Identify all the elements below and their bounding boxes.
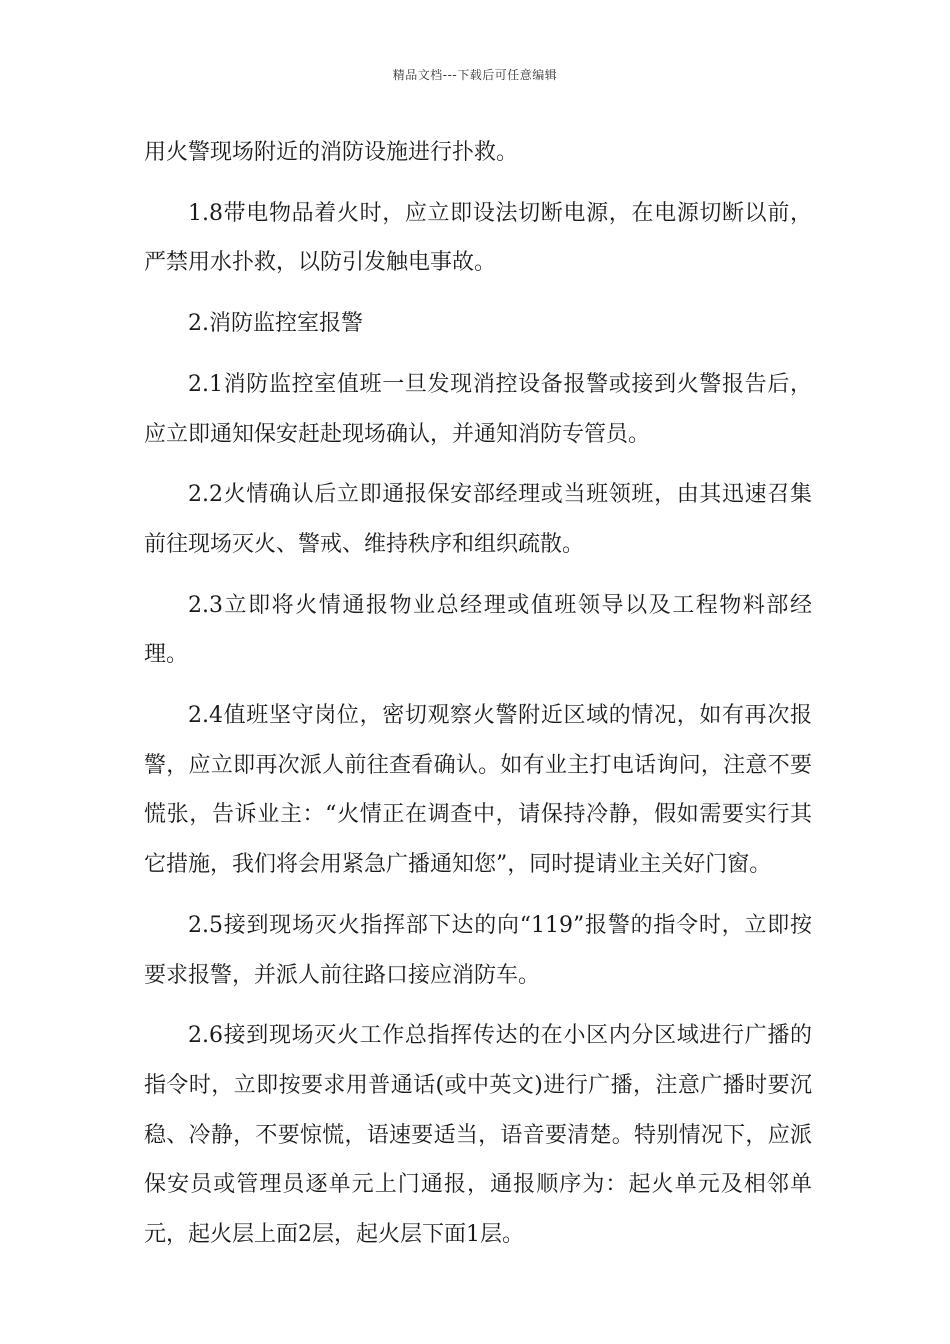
- paragraph-2-2: 2.2火情确认后立即通报保安部经理或当班领班，由其迅速召集前往现场灭火、警戒、维持秩序和组织疏散。: [144, 482, 812, 557]
- document-body: [144, 128, 812, 1271]
- paragraph-2-3: 2.3立即将火情通报物业总经理或值班领导以及工程物料部经理。: [144, 592, 812, 668]
- section-heading-2: 2.消防监控室报警: [188, 311, 363, 337]
- paragraph-2-6: 2.6接到现场灭火工作总指挥传达的在小区内分区域进行广播的指令时，立即按要求用普通话(或中英文)进行广播，注意广播时要沉稳、冷静，不要惊慌，语速要适当，语音要清楚。特别情况下，应派保安员或管理员逐单元上门通报，通报顺序为：起火单元及相邻单元，起火层上面2层，起火层下面1层。: [144, 1023, 812, 1248]
- paragraph-2-1: 2.1消防监控室值班一旦发现消控设备报警或接到火警报告后，应立即通知保安赶赴现场确认，并通知消防专管员。: [144, 371, 812, 447]
- paragraph-2-4: 2.4值班坚守岗位，密切观察火警附近区域的情况，如有再次报警，应立即再次派人前往查看确认。如有业主打电话询问，注意不要慌张，告诉业主：“火情正在调查中，请保持冷静，假如需要实行其它措施，我们将会用紧急广播通知您”，同时提请业主关好门窗。: [144, 703, 812, 878]
- paragraph-continuation: 用火警现场附近的消防设施进行扑救。: [144, 140, 519, 165]
- page-header: 精品文档---下载后可任意编辑: [392, 68, 558, 82]
- paragraph-1-8: 1.8带电物品着火时，应立即设法切断电源，在电源切断以前，严禁用水扑救，以防引发触电事故。: [144, 200, 812, 276]
- paragraph-2-5: 2.5接到现场灭火指挥部下达的向“119”报警的指令时，立即按要求报警，并派人前往路口接应消防车。: [144, 912, 812, 988]
